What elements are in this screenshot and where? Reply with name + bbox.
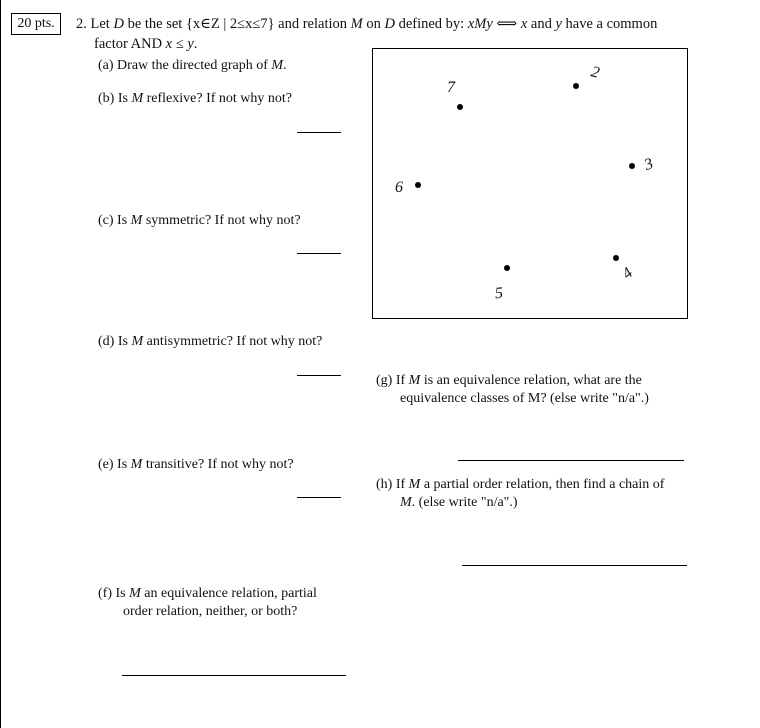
- node-label-3: 3: [642, 155, 656, 174]
- answer-blank-e[interactable]: [297, 497, 341, 498]
- part-h: (h) If M a partial order relation, then find a chain of: [376, 477, 665, 492]
- node-dot-5: [504, 265, 510, 271]
- node-label-2: 2: [589, 63, 602, 82]
- node-dot-2: [573, 83, 579, 89]
- node-dot-3: [629, 163, 635, 169]
- part-c: (c) Is M symmetric? If not why not?: [98, 213, 301, 228]
- answer-blank-b[interactable]: [297, 132, 341, 133]
- points-badge: 20 pts.: [11, 13, 61, 35]
- answer-blank-f[interactable]: [122, 675, 346, 676]
- page-left-border: [0, 0, 1, 728]
- part-g: (g) If M is an equivalence relation, what are the: [376, 373, 642, 388]
- answer-blank-c[interactable]: [297, 253, 341, 254]
- answer-blank-h[interactable]: [462, 565, 687, 566]
- answer-blank-g[interactable]: [458, 460, 684, 461]
- part-a: (a) Draw the directed graph of M.: [98, 58, 287, 73]
- part-h-line-2: M. (else write "n/a".): [400, 495, 518, 510]
- node-label-4: 4: [619, 264, 637, 283]
- question-line-1: 2. Let D be the set {x∈Z | 2≤x≤7} and relation M on D defined by: xMy ⟺ x and y have a common: [76, 16, 658, 32]
- node-label-7: 7: [447, 79, 455, 96]
- part-f: (f) Is M an equivalence relation, partial: [98, 586, 317, 601]
- node-dot-4: [613, 255, 619, 261]
- node-label-6: 6: [395, 179, 403, 196]
- node-dot-6: [415, 182, 421, 188]
- part-d: (d) Is M antisymmetric? If not why not?: [98, 334, 323, 349]
- node-dot-7: [457, 104, 463, 110]
- part-e: (e) Is M transitive? If not why not?: [98, 457, 294, 472]
- answer-blank-d[interactable]: [297, 375, 341, 376]
- part-f-line-2: order relation, neither, or both?: [123, 604, 298, 619]
- part-g-line-2: equivalence classes of M? (else write "n/a".): [400, 391, 649, 406]
- part-b: (b) Is M reflexive? If not why not?: [98, 91, 293, 106]
- question-number: 2.: [76, 16, 87, 32]
- question-line-2: factor AND x ≤ y.: [94, 36, 198, 52]
- node-label-5: 5: [494, 284, 504, 303]
